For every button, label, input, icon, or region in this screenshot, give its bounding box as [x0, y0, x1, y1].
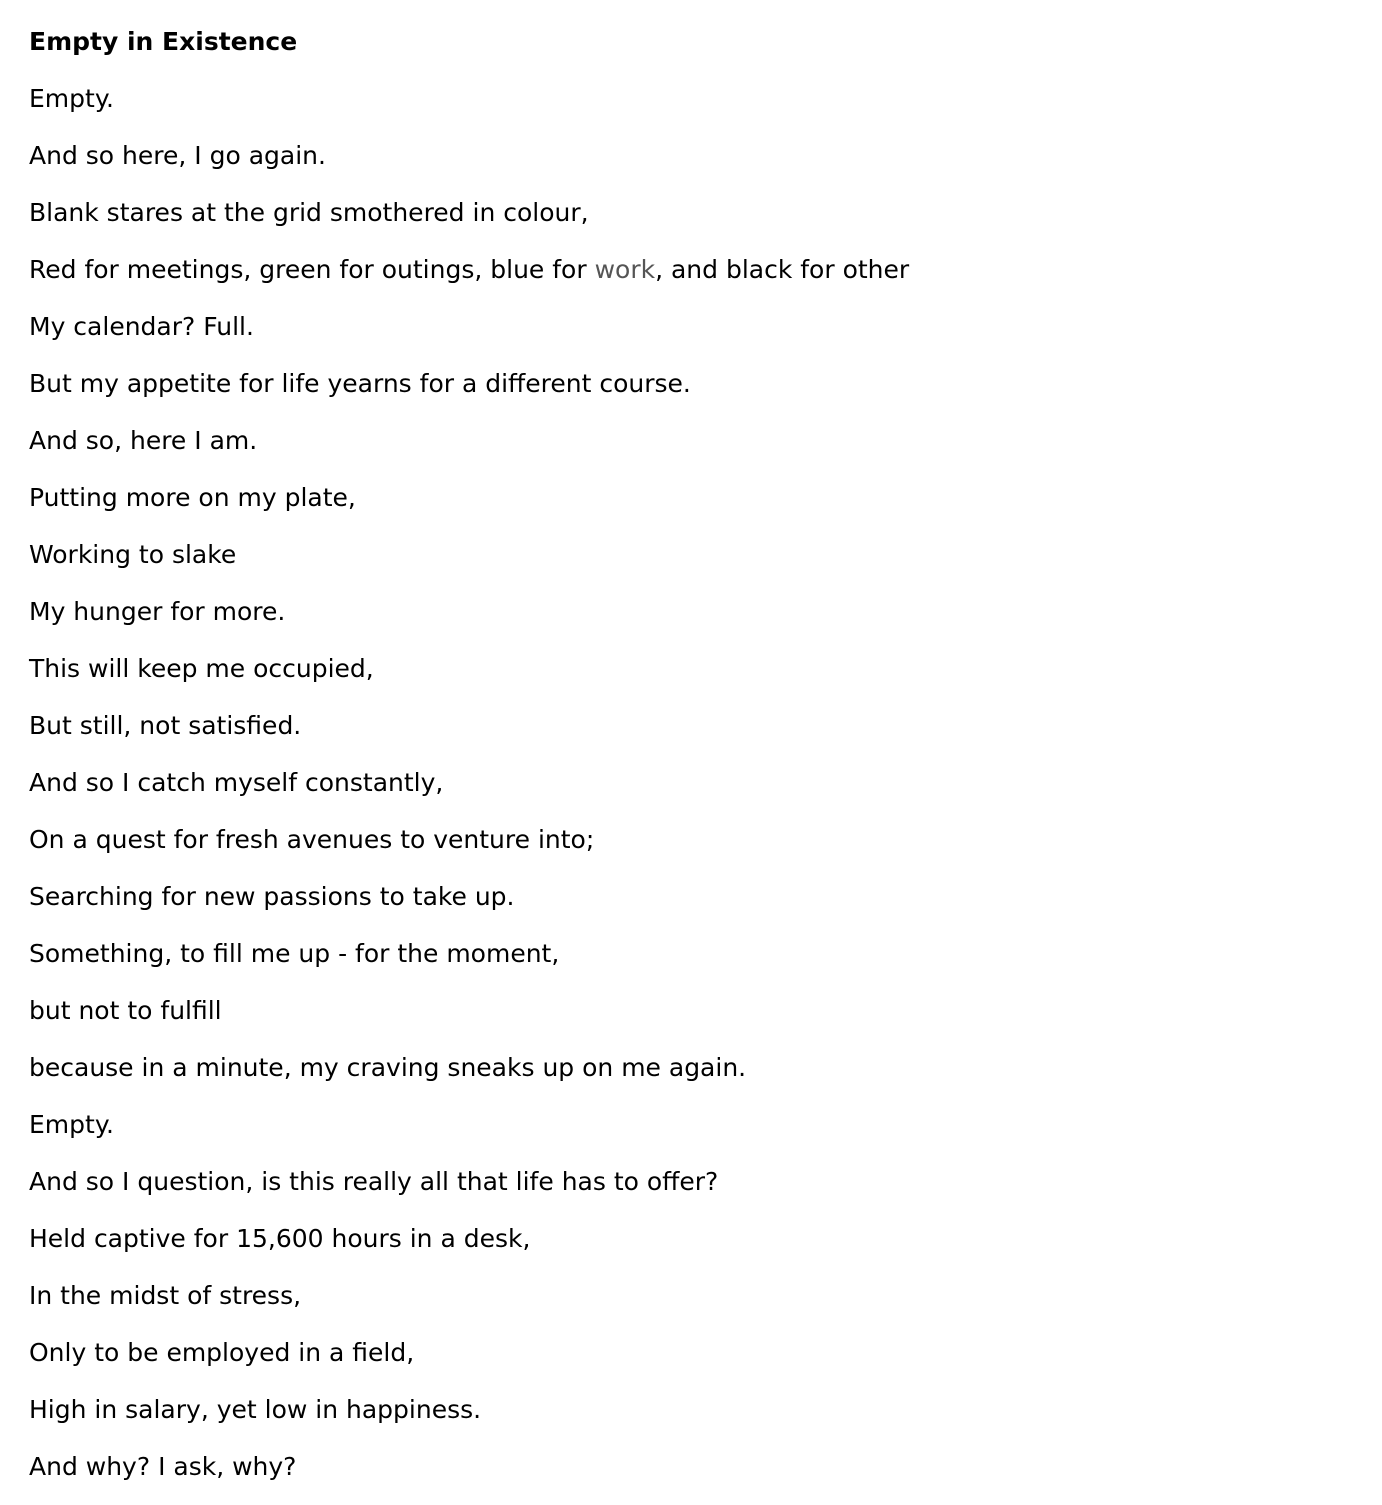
poem-line: Blank stares at the grid smothered in colour, [29, 198, 589, 227]
line-text-before-link: Red for meetings, green for outings, blue for [29, 255, 595, 284]
poem-line: This will keep me occupied, [29, 654, 374, 683]
poem-line: My hunger for more. [29, 597, 286, 626]
poem-line: but not to fulfill [29, 996, 222, 1025]
poem-line: In the midst of stress, [29, 1281, 302, 1310]
poem-line: Held captive for 15,600 hours in a desk, [29, 1224, 531, 1253]
poem-line: And so I question, is this really all that life has to offer? [29, 1167, 719, 1196]
poem-line: And why? I ask, why? [29, 1452, 297, 1481]
poem-line-with-link [29, 251, 1349, 289]
poem-line: Working to slake [29, 540, 237, 569]
poem-line: And so, here I am. [29, 426, 258, 455]
line-text-after-link: , and black for other [655, 255, 910, 284]
poem-line: Only to be employed in a field, [29, 1338, 415, 1367]
poem-line: because in a minute, my craving sneaks up on me again. [29, 1053, 747, 1082]
poem-line: My calendar? Full. [29, 312, 254, 341]
poem-line: Empty. [29, 84, 114, 113]
poem-line: Empty. [29, 1110, 114, 1139]
poem [29, 23, 1349, 1505]
poem-line: But still, not satisfied. [29, 711, 302, 740]
poem-line: And so here, I go again. [29, 141, 326, 170]
work-link[interactable]: work [594, 255, 656, 284]
poem-line: On a quest for fresh avenues to venture into; [29, 825, 595, 854]
poem-title: Empty in Existence [29, 27, 298, 56]
poem-line: And so I catch myself constantly, [29, 768, 444, 797]
poem-line: Putting more on my plate, [29, 483, 356, 512]
poem-line: High in salary, yet low in happiness. [29, 1395, 482, 1424]
poem-line: Something, to fill me up - for the moment, [29, 939, 560, 968]
poem-line: But my appetite for life yearns for a different course. [29, 369, 691, 398]
poem-line: Searching for new passions to take up. [29, 882, 515, 911]
